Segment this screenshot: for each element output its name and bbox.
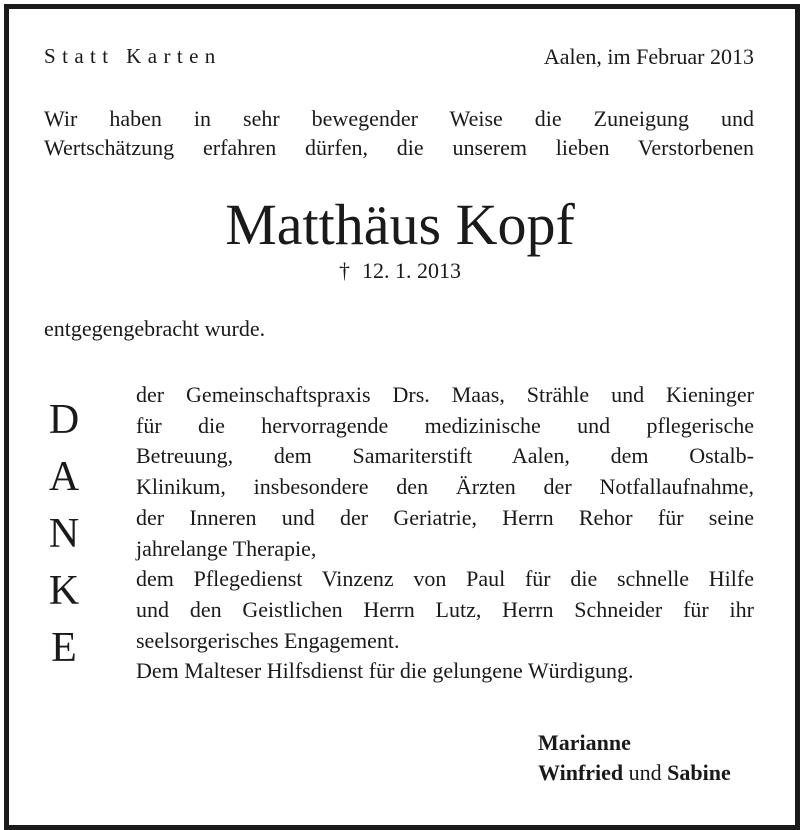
thanks-line: Klinikum, insbesondere den Ärzten der Notfallaufnahme, <box>136 474 754 500</box>
signature-block <box>538 728 731 788</box>
intro-paragraph <box>44 104 754 162</box>
signature-name: Marianne <box>538 730 631 755</box>
outro-text: entgegengebracht wurde. <box>44 316 266 341</box>
danke-letter: E <box>51 625 77 671</box>
thanks-line: der Gemeinschaftspraxis Drs. Maas, Strähle und Kieninger <box>136 382 754 407</box>
danke-letter: A <box>48 454 80 500</box>
danke-letter: N <box>48 511 80 557</box>
danke-letter: D <box>48 397 80 443</box>
thanks-paragraph <box>136 380 754 687</box>
danke-vertical <box>40 392 88 677</box>
header-statt-karten: Statt Karten <box>44 44 222 68</box>
death-date: 12. 1. 2013 <box>362 258 461 283</box>
signature-name: Winfried <box>538 760 624 785</box>
intro-line: Wertschätzung erfahren dürfen, die unserem lieben Verstorbenen <box>44 135 754 160</box>
cross-icon: † <box>339 258 350 283</box>
header-place-date: Aalen, im Februar 2013 <box>543 44 754 69</box>
signature-connector: und <box>628 760 662 785</box>
signature-name: Sabine <box>667 760 731 785</box>
thanks-line: Betreuung, dem Samariterstift Aalen, dem Ostalb- <box>136 443 754 469</box>
thanks-line: und den Geistlichen Herrn Lutz, Herrn Schneider für ihr <box>136 596 754 622</box>
thanks-line: der Inneren und der Geriatrie, Herrn Rehor für seine <box>136 504 754 530</box>
thanks-line: dem Pflegedienst Vinzenz von Paul für die schnelle Hilfe <box>136 566 754 592</box>
thanks-line: für die hervorragende medizinische und pflegerische <box>136 412 754 438</box>
danke-letter: K <box>48 568 80 614</box>
deceased-name: Matthäus Kopf <box>225 192 575 257</box>
death-date-line <box>0 258 800 284</box>
thanks-line: jahrelange Therapie, <box>136 535 317 561</box>
intro-line: Wir haben in sehr bewegender Weise die Zuneigung und <box>44 106 754 131</box>
thanks-line: seelsorgerisches Engagement. <box>136 627 400 653</box>
thanks-line: Dem Malteser Hilfsdienst für die gelungene Würdigung. <box>136 658 634 684</box>
